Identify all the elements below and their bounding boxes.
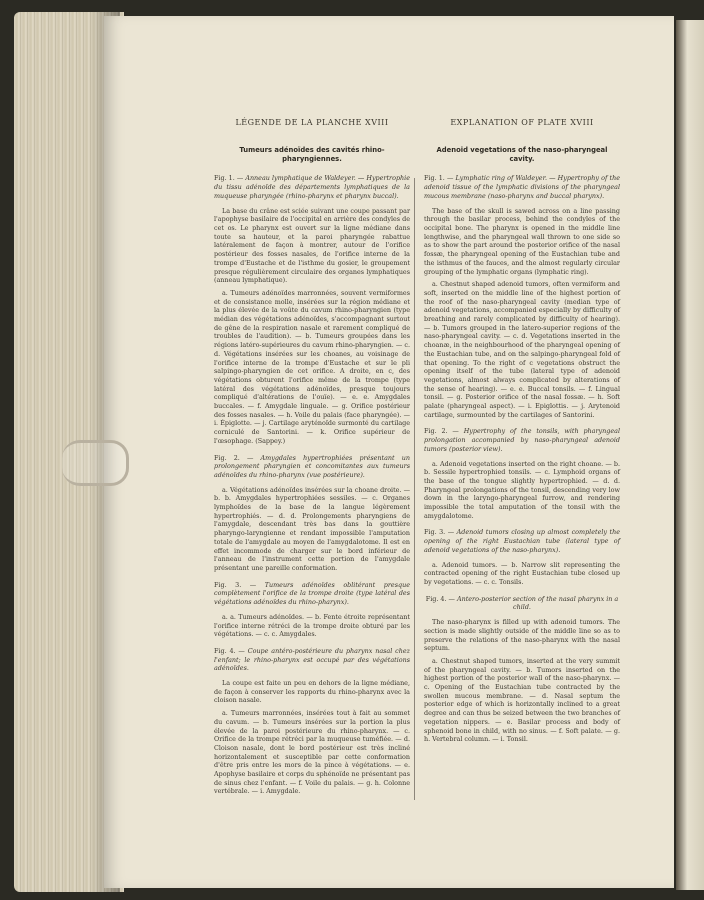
paragraph: La coupe est faite un peu en dehors de la ligne médiane, de façon à conserver les rapports du rhino-pharynx avec la cloison nasale.: [214, 679, 410, 705]
fig-label: Fig. 4. —: [425, 594, 455, 603]
fig-heading: [214, 174, 410, 200]
fig-heading: [424, 528, 620, 554]
paragraph: a. Tumeurs adénoïdes marronnées, souvent vermiformes et de consistance molle, insérées sur la région médiane et la plus élevée de la voûte du cavum rhino-pharyngien (type médian des végétations adénoïdes, s'accompagnant surtout de gêne de la respiration nasale et rarement compliqué de troubles de l'audition). — b. Tumeurs groupées dans les régions latéro-supérieures du cavum rhino-pharyngien. — c. d. Végétations insérées sur les choanes, au voisinage de l'orifice interne de la trompe d'Eustache et sur le pli salpingo-pharyngien de cet orifice. A droite, en c, des végétations obturent l'orifice même de la trompe (type latéral des végétations adénoïdes, presque toujours compliqué d'altérations de l'ouïe). — e. e. Amygdales buccales. — f. Amygdale linguale. — g. Orifice postérieur des fosses nasales. — h. Voile du palais (face pharyngée). — i. Épiglotte. — j. Cartilage aryténoïde surmonté du cartilage corniculé de Santorini. — k. Orifice supérieur de l'œsophage. (Sappey.): [214, 288, 410, 445]
english-fig-3: [424, 528, 620, 586]
fig-heading: [424, 174, 620, 200]
fig-label: Fig. 1. —: [424, 174, 454, 183]
page-clip: [62, 440, 129, 486]
paragraph: a. a. Tumeurs adénoïdes. — b. Fente étroite représentant l'orifice interne rétréci de la trompe droite obturé par les végétations. — c. c. Amygdales.: [214, 612, 410, 639]
fig-caption: Coupe antéro-postérieure du pharynx nasal chez l'enfant; le rhino-pharynx est occupé par des végétations adénoïdes.: [214, 646, 410, 673]
paragraph: La base du crâne est sciée suivant une coupe passant par l'apophyse basilaire de l'occipital en arrière des condyles de cet os. Le pharynx est ouvert sur la ligne médiane dans toute sa hauteur, et la paroi pharyngée rabattue latéralement de façon à montrer, autour de l'orifice postérieur des fosses nasales, de l'orifice interne de la trompe d'Eustache et de l'isthme du gosier, le groupement presque régulièrement circulaire des organes lymphatiques (anneau lymphatique).: [214, 206, 410, 285]
paragraph: a. Tumeurs marronnées, insérées tout à fait au sommet du cavum. — b. Tumeurs insérées sur la portion la plus élevée de la paroi postérieure du rhino-pharynx. — c. Orifice de la trompe rétréci par la muqueuse tuméfiée. — d. Cloison nasale, dont le bord postérieur est très incliné horizontalement et susceptible par cette conformation d'être pris entre les mors de la pince à végétations. — e. Apophyse basilaire et corps du sphénoïde ne présentant pas de sinus chez l'enfant. — f. Voile du palais. — g. h. Colonne vertébrale. — i. Amygdale.: [214, 709, 410, 796]
english-column: [424, 110, 620, 752]
facing-page-edge: [676, 20, 704, 890]
french-fig-3: [214, 581, 410, 639]
english-fig-2: [424, 427, 620, 520]
paragraph: The base of the skull is sawed across on a line passing through the basilar process, behind the condyles of the occipital bone. The pharynx is opened in the middle line lengthwise, and the pharyngeal wall thrown to one side so as to show the part around the posterior orifice of the nasal fossæ, the pharyngeal opening of the Eustachian tube and the isthmus of the fauces, and the almost regularly circular grouping of the lymphatic organs (lymphatic ring).: [424, 206, 620, 276]
english-fig-4: [424, 595, 620, 744]
fig-heading: [424, 595, 620, 612]
fig-label: Fig. 1. —: [214, 174, 244, 183]
fig-label: Fig. 4. —: [214, 646, 245, 655]
french-fig-4: [214, 647, 410, 796]
paragraph: The naso-pharynx is filled up with adenoid tumors. The section is made slightly outside of the middle line so as to preserve the relations of the naso-pharynx with the nasal septum.: [424, 618, 620, 653]
fig-heading: [214, 647, 410, 673]
fig-label: Fig. 3. —: [424, 528, 455, 537]
fig-caption: Anneau lymphatique de Waldeyer. — Hypertrophie du tissu adénoïde des départements lymphatiques de la muqueuse pharyngée (rhino-pharynx et pharynx buccal).: [214, 174, 410, 200]
english-fig-1: [424, 174, 620, 419]
fig-label: Fig. 3. —: [214, 580, 257, 589]
french-column: [214, 110, 410, 804]
paragraph: a. Végétations adénoïdes insérées sur la choane droite. — b. b. Amygdales hypertrophiées sessiles. — c. Organes lymphoïdes de la base de la langue légèrement hypertrophiés. — d. d. Prolongements pharyngiens de l'amygdale, descendant très bas dans la gouttière pharyngo-laryngienne et rendant impossible l'amputation totale de l'amygdale au moyen de l'amygdalotome. Il est en effet incommode de charger sur le bord inférieur de l'anneau de l'instrument cette portion de l'amygdale présentant une pareille conformation.: [214, 485, 410, 572]
french-fig-2: [214, 454, 410, 573]
fig-label: Fig. 2. —: [214, 453, 254, 462]
french-plate-title: LÉGENDE DE LA PLANCHE XVIII: [235, 118, 389, 127]
fig-caption: Hypertrophy of the tonsils, with pharyngeal prolongation accompanied by naso-pharyngeal adenoid tumors (posterior view).: [424, 427, 620, 453]
paragraph: a. Adenoid tumors. — b. Narrow slit representing the contracted opening of the right Eustachian tube closed up by vegetations. — c. c. Tonsils.: [424, 560, 620, 586]
paragraph: a. Chestnut shaped adenoid tumors, often vermiform and soft, inserted on the middle line of the highest portion of the roof of the naso-pharyngeal cavity (median type of adenoid vegetations, accompanied especially by difficulty of breathing and rarely complicated by difficulty of hearing). — b. Tumors grouped in the latero-superior regions of the naso-pharyngeal cavity. — c. d. Vegetations inserted in the choanæ, in the neighbourhood of the pharyngeal opening of the Eustachian tube, and on the salpingo-pharyngeal fold of that opening. To the right of c vegetations obstruct the opening itself of the tube (lateral type of adenoid vegetations, almost always complicated by alterations of the sense of hearing). — e. e. Buccal tonsils. — f. Lingual tonsil. — g. Posterior orifice of the nasal fossæ. — h. Soft palate (pharyngeal aspect). — i. Epiglottis. — j. Arytenoid cartilage, surmounted by the cartilages of Santorini.: [424, 280, 620, 419]
paragraph: a. Adenoid vegetations inserted on the right choane. — b. b. Sessile hypertrophied tonsils. — c. Lymphoid organs of the base of the tongue slightly hypertrophied. — d. d. Pharyngeal prolongations of the tonsil, descending very low down in the laryngo-pharyngeal furrow, and rendering impossible the total amputation of the tonsil with the amygdalotome.: [424, 459, 620, 520]
fig-heading: [214, 454, 410, 480]
fig-caption: Antero-posterior section of the nasal pharynx in a child.: [456, 594, 619, 612]
paragraph: a. Chestnut shaped tumors, inserted at the very summit of the pharyngeal cavity. — b. Tumors inserted on the highest portion of the posterior wall of the naso-pharynx. — c. Opening of the Eustachian tube contracted by the swollen mucous membrane. — d. Nasal septum the posterior edge of which is horizontally inclined to a great degree and can thus be seized between the two branches of vegetation nippers. — e. Basilar process and body of sphenoid bone in child, with no sinus. — f. Soft palate. — g. h. Vertebral column. — i. Tonsil.: [424, 656, 620, 744]
french-subtitle: Tumeurs adénoïdes des cavités rhino-pharyngiennes.: [239, 146, 385, 164]
column-divider: [414, 178, 415, 800]
fig-heading: [424, 427, 620, 453]
fig-caption: Tumeurs adénoïdes oblitérant presque complètement l'orifice de la trompe droite (type latéral des végétations adénoïdes du rhino-pharynx).: [214, 580, 410, 607]
fig-label: Fig. 2. —: [424, 427, 459, 436]
english-plate-title: EXPLANATION OF PLATE XVIII: [450, 118, 594, 127]
french-fig-1: [214, 174, 410, 445]
fig-caption: Amygdales hypertrophiées présentant un prolongement pharyngien et concomitantes aux tumeurs adénoïdes du rhino-pharynx (vue postérieure).: [214, 453, 410, 479]
fig-caption: Adenoid tumors closing up almost completely the opening of the right Eustachian tube (lateral type of adenoid vegetations of the naso-pharynx).: [424, 528, 620, 554]
english-subtitle: Adenoid vegetations of the naso-pharyngeal cavity.: [436, 146, 608, 164]
fig-heading: [214, 581, 410, 607]
fig-caption: Lymphatic ring of Waldeyer. — Hypertrophy of the adenoid tissue of the lymphatic divisions of the pharyngeal mucous membrane (naso-pharynx and buccal pharynx).: [424, 174, 620, 200]
